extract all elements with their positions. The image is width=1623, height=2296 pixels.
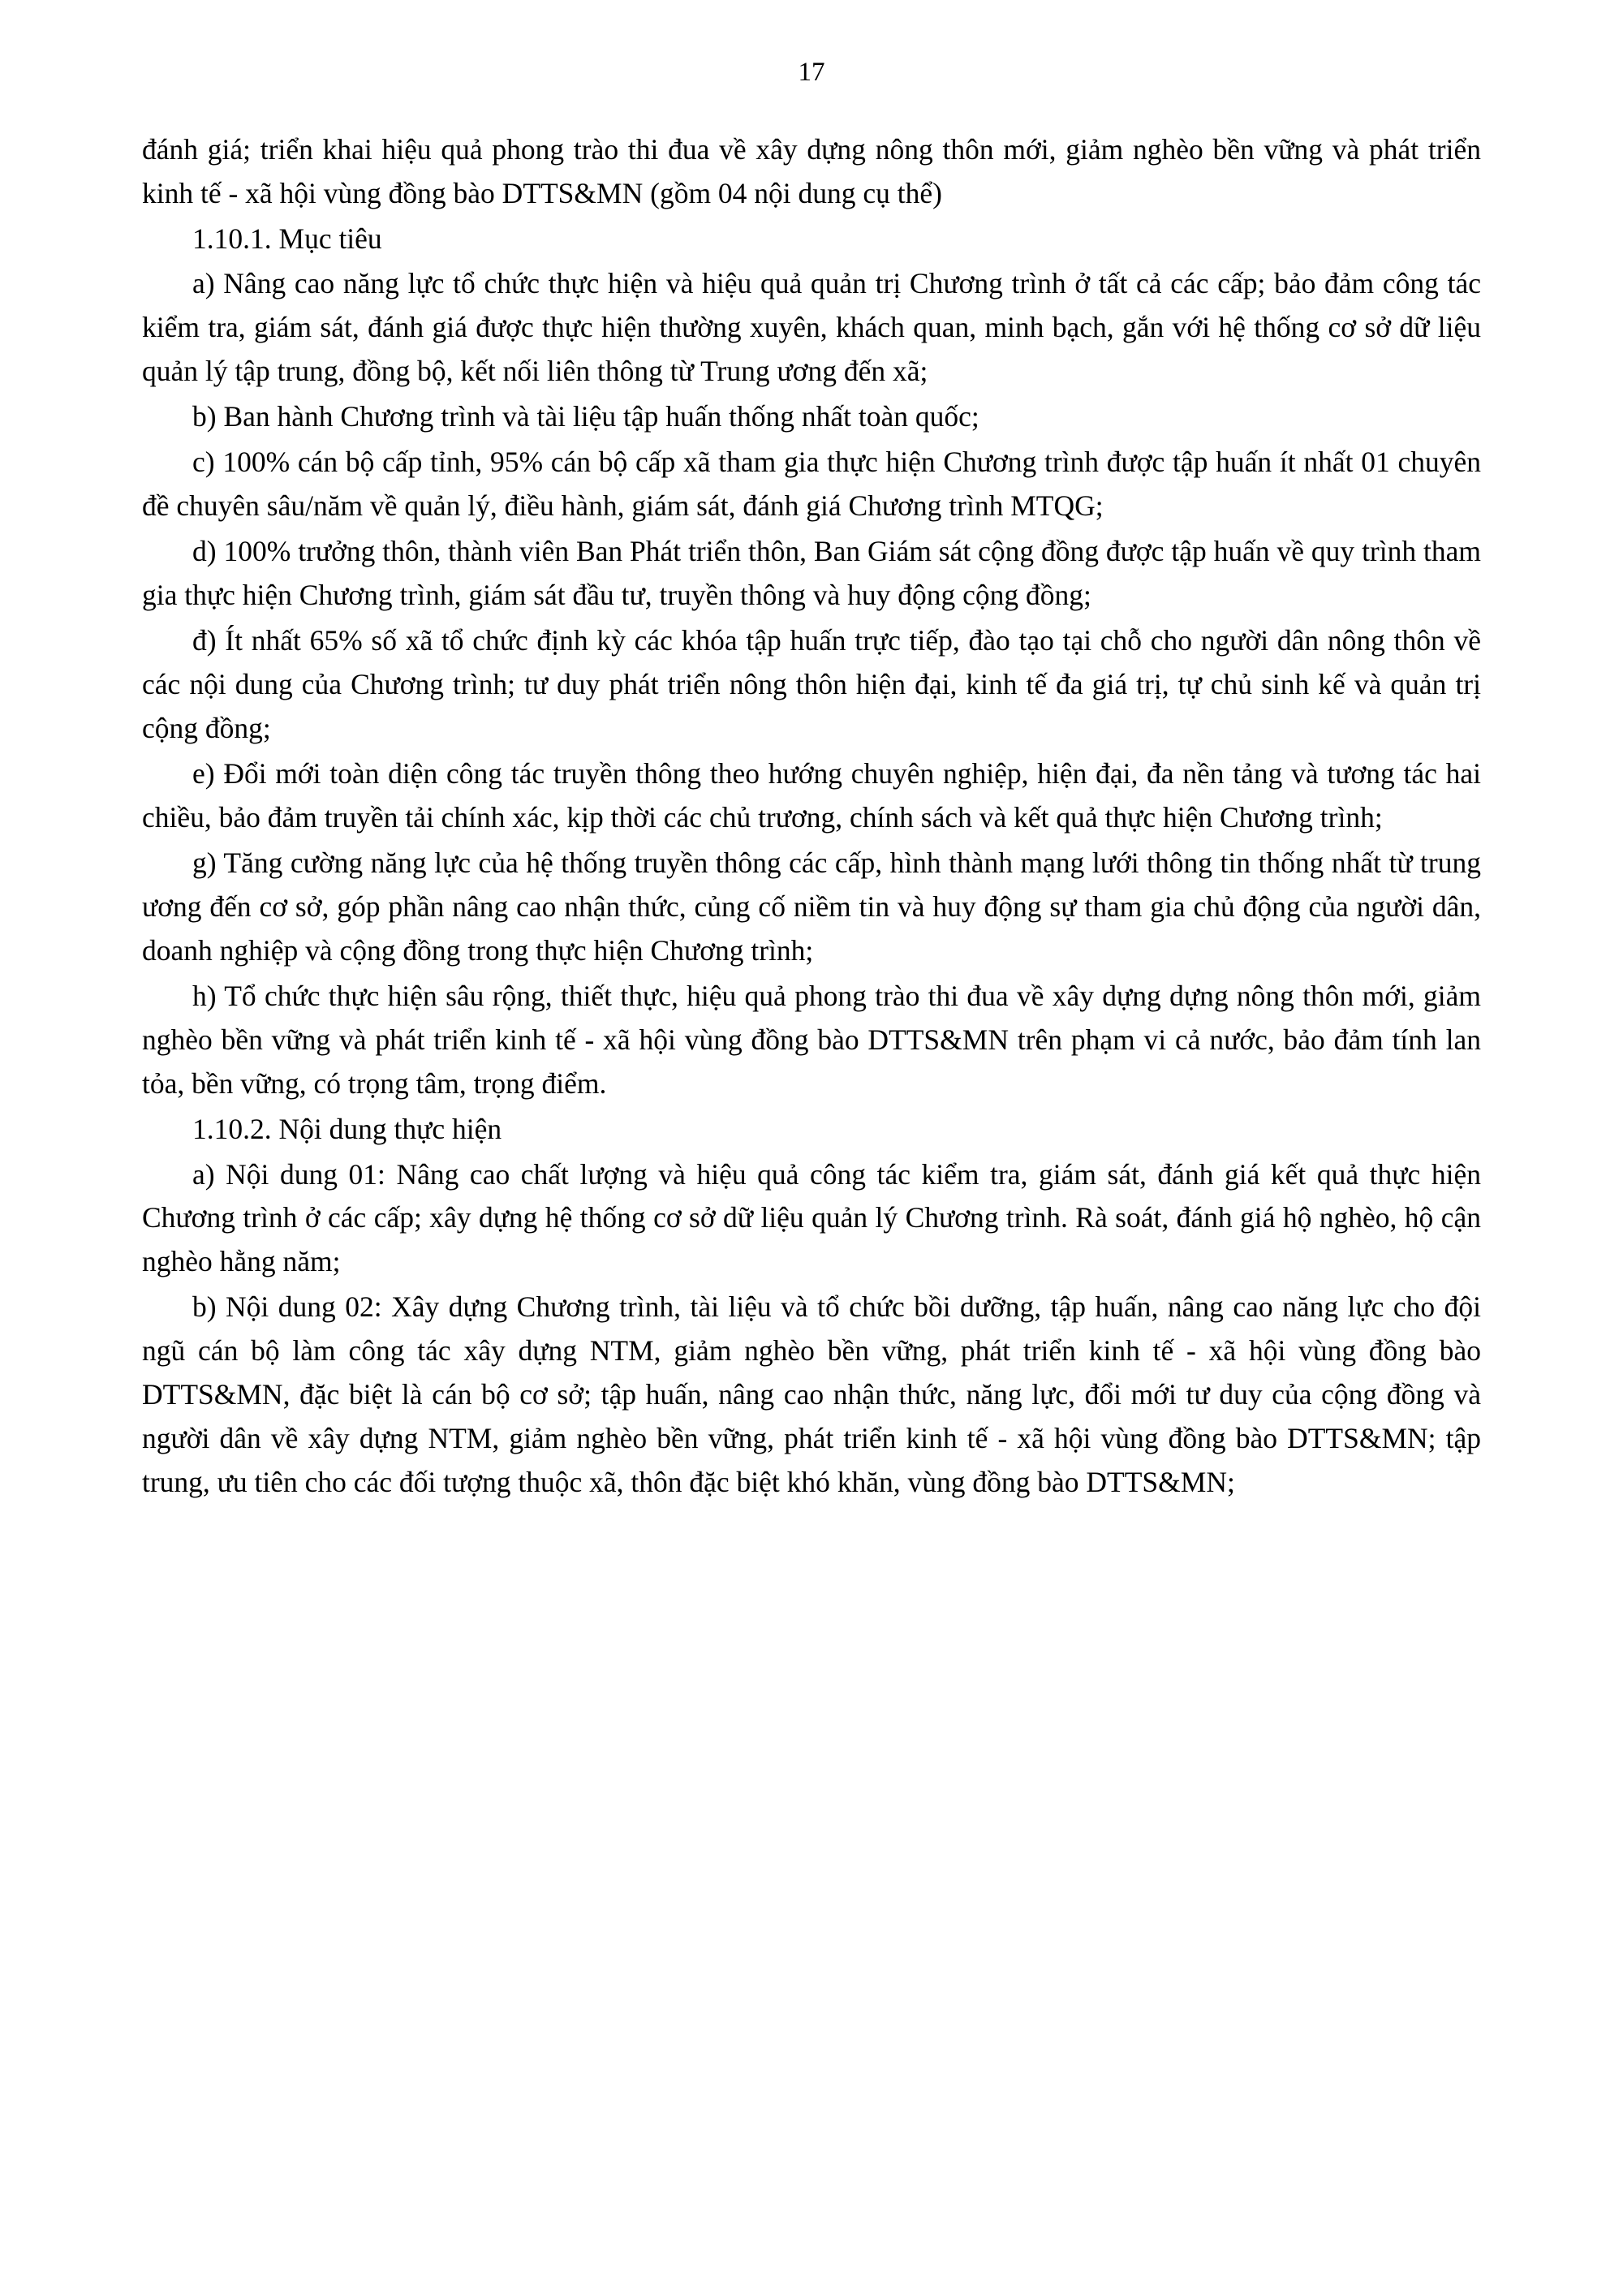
- paragraph-e-objective: e) Đổi mới toàn diện công tác truyền thông theo hướng chuyên nghiệp, hiện đại, đa nền tảng và tương tác hai chiều, bảo đảm truyền tải chính xác, kịp thời các chủ trương, chính sách và kết quả thực hiện Chương trình;: [142, 756, 1481, 834]
- paragraph-intro: đánh giá; triển khai hiệu quả phong trào thi đua về xây dựng nông thôn mới, giảm nghèo bền vững và phát triển kinh tế - xã hội vùng đồng bào DTTS&MN (gồm 04 nội dung cụ thể): [142, 132, 1481, 209]
- heading-section-1-10-1: 1.10.1. Mục tiêu: [192, 222, 382, 255]
- page-number: 17: [798, 58, 825, 87]
- paragraph-g-objective: g) Tăng cường năng lực của hệ thống truyền thông các cấp, hình thành mạng lưới thông tin thống nhất từ trung ương đến cơ sở, góp phần nâng cao nhận thức, củng cố niềm tin và huy động sự tham gia chủ động của người dân, doanh nghiệp và cộng đồng trong thực hiện Chương trình;: [142, 846, 1481, 967]
- paragraph-b-content: b) Nội dung 02: Xây dựng Chương trình, tài liệu và tổ chức bồi dưỡng, tập huấn, nâng cao năng lực cho đội ngũ cán bộ làm công tác xây dựng NTM, giảm nghèo bền vững, phát triển kinh tế - xã hội vùng đồng bào DTTS&MN, đặc biệt là cán bộ cơ sở; tập huấn, nâng cao nhận thức, năng lực, đổi mới tư duy của cộng đồng và người dân về xây dựng NTM, giảm nghèo bền vững, phát triển kinh tế - xã hội vùng đồng bào DTTS&MN; tập trung, ưu tiên cho các đối tượng thuộc xã, thôn đặc biệt khó khăn, vùng đồng bào DTTS&MN;: [142, 1290, 1481, 1499]
- paragraph-h-objective: h) Tổ chức thực hiện sâu rộng, thiết thực, hiệu quả phong trào thi đua về xây dựng dựng nông thôn mới, giảm nghèo bền vững và phát triển kinh tế - xã hội vùng đồng bào DTTS&MN trên phạm vi cả nước, bảo đảm tính lan tỏa, bền vững, có trọng tâm, trọng điểm.: [142, 979, 1481, 1100]
- paragraph-a-content: a) Nội dung 01: Nâng cao chất lượng và hiệu quả công tác kiểm tra, giám sát, đánh giá kết quả thực hiện Chương trình ở các cấp; xây dựng hệ thống cơ sở dữ liệu quản lý Chương trình. Rà soát, đánh giá hộ nghèo, hộ cận nghèo hằng năm;: [142, 1157, 1481, 1278]
- paragraph-d-objective: d) 100% trưởng thôn, thành viên Ban Phát triển thôn, Ban Giám sát cộng đồng được tập huấn về quy trình tham gia thực hiện Chương trình, giám sát đầu tư, truyền thông và huy động cộng đồng;: [142, 535, 1481, 612]
- paragraph-dd-objective: đ) Ít nhất 65% số xã tổ chức định kỳ các khóa tập huấn trực tiếp, đào tạo tại chỗ cho người dân nông thôn về các nội dung của Chương trình; tư duy phát triển nông thôn hiện đại, kinh tế đa giá trị, tự chủ sinh kế và quản trị cộng đồng;: [142, 624, 1481, 744]
- heading-section-1-10-2: 1.10.2. Nội dung thực hiện: [192, 1112, 502, 1145]
- paragraph-a-objective: a) Nâng cao năng lực tổ chức thực hiện và hiệu quả quản trị Chương trình ở tất cả các cấp; bảo đảm công tác kiểm tra, giám sát, đánh giá được thực hiện thường xuyên, khách quan, minh bạch, gắn với hệ thống cơ sở dữ liệu quản lý tập trung, đồng bộ, kết nối liên thông từ Trung ương đến xã;: [142, 267, 1481, 388]
- paragraph-b-objective: b) Ban hành Chương trình và tài liệu tập huấn thống nhất toàn quốc;: [192, 400, 979, 433]
- document-body: [142, 128, 1481, 1506]
- paragraph-c-objective: c) 100% cán bộ cấp tỉnh, 95% cán bộ cấp xã tham gia thực hiện Chương trình được tập huấn ít nhất 01 chuyên đề chuyên sâu/năm về quản lý, điều hành, giám sát, đánh giá Chương trình MTQG;: [142, 446, 1481, 523]
